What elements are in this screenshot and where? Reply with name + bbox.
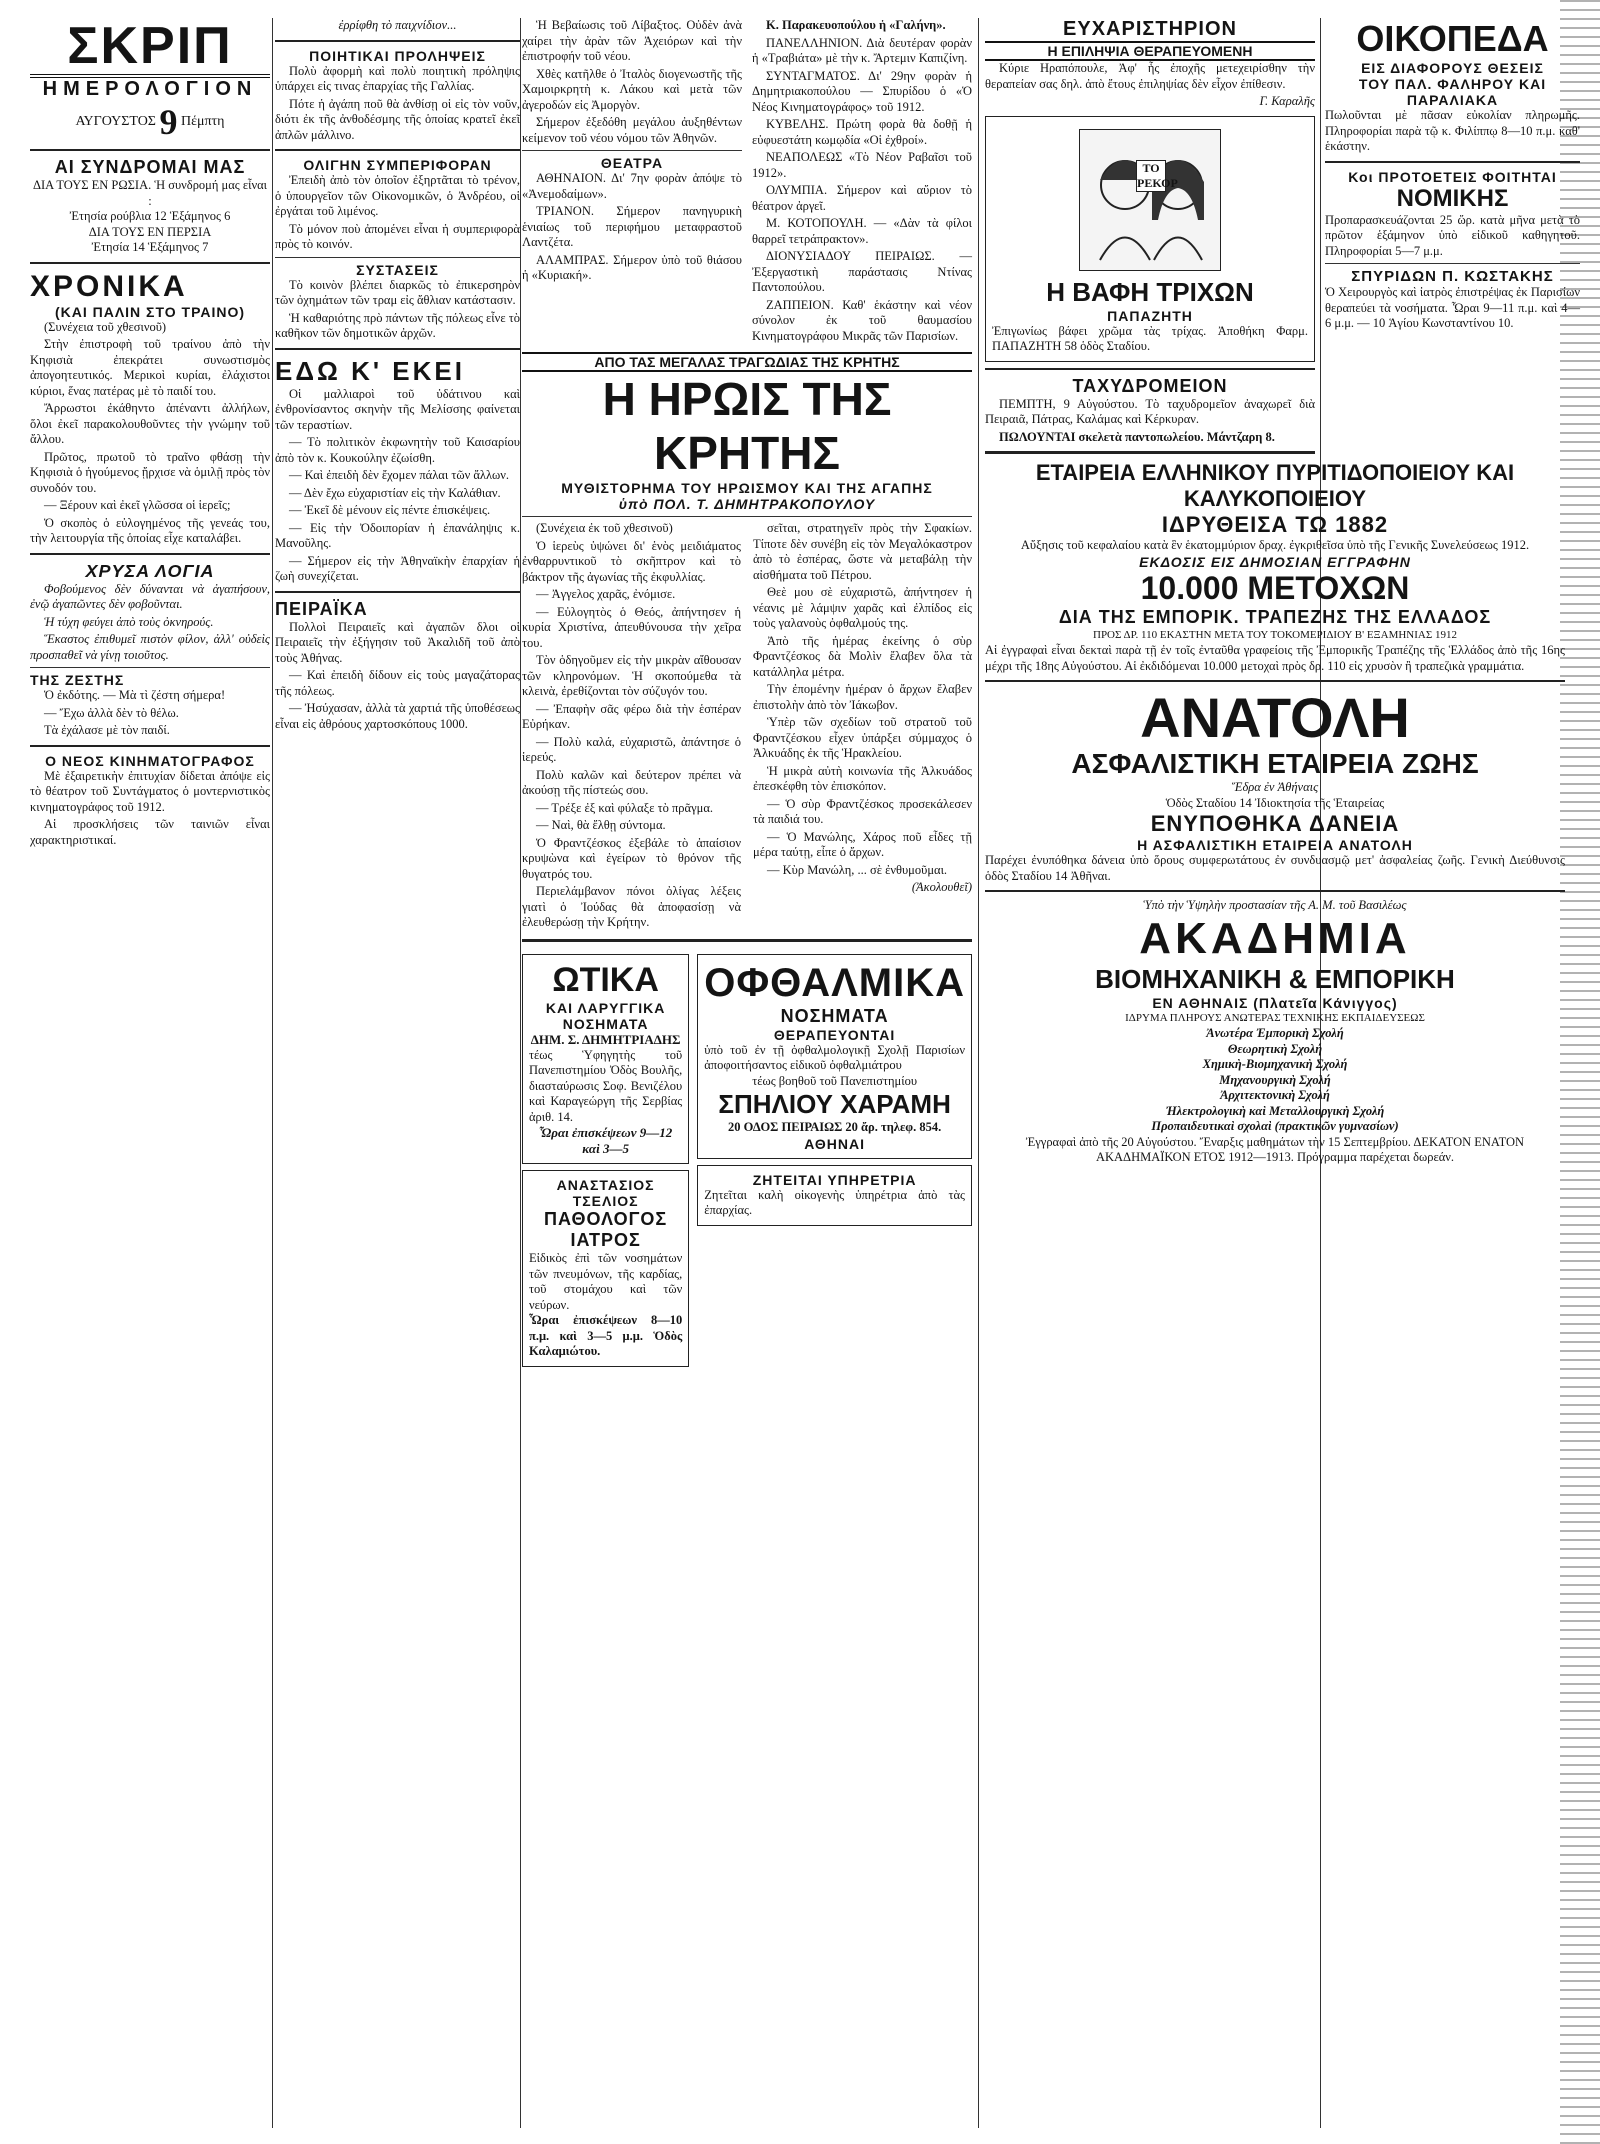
ad-otika-line: ΚΑΙ ΛΑΡΥΓΓΙΚΑ ΝΟΣΗΜΑΤΑ bbox=[545, 999, 666, 1032]
anatoli-company: Η ΑΣΦΑΛΙΣΤΙΚΗ ΕΤΑΙΡΕΙΑ ΑΝΑΤΟΛΗ bbox=[1137, 837, 1413, 853]
kinimatografos-paragraph: Μὲ ἐξαιρετικὴν ἐπιτυχίαν δίδεται ἀπόψε εἰς τὸ θέατρον τοῦ Συντάγματος ὁ μοντερνιστικὸς κινηματογράφος τοῦ 1912. bbox=[30, 768, 270, 814]
novel-paragraph: — Ἀγγελος χαρᾶς, ἐνόμισε. bbox=[536, 587, 676, 601]
novel-paragraph: — Τρέξε ἐξ καὶ φύλαξε τὸ πρᾶγμα. bbox=[536, 800, 713, 815]
dispatch-paragraph: Σήμερον ἐξεδόθη μεγάλου ἀυξηθέντων κείμενον τοῦ νέου νόμου τῶν Ἀθηνῶν. bbox=[522, 115, 742, 145]
peiraika-paragraph: — Ἠσύχασαν, ἀλλὰ τὰ χαρτιά τῆς ὑποθέσεως εἶναι εἰς ἀθρόους χαρτοσκόπους 1000. bbox=[275, 701, 520, 731]
eucharistirion-signature: Γ. Καραλῆς bbox=[1259, 94, 1315, 108]
ad-ypiresia-text: Ζητεῖται καλὴ οἰκογενὴς ὑπηρέτρια ἀπὸ τὰς ἐπαρχίας. bbox=[704, 1187, 965, 1217]
ad-hair-heading: Η ΒΑΦΗ ΤΡΙΧΩΝ bbox=[1046, 276, 1254, 307]
etaireia-shares: 10.000 ΜΕΤΟΧΩΝ bbox=[1140, 569, 1410, 606]
date-day: 9 bbox=[159, 102, 178, 142]
ad-ofthalmika-doctor: ΣΠΗΛΙΟΥ ΧΑΡΑΜΗ bbox=[718, 1089, 951, 1119]
edo-ekei-paragraph: — Σήμερον εἰς τὴν Ἀθηναϊκὴν ἐπαρχίαν ἡ ζωὴ συνεχίζεται. bbox=[275, 553, 520, 583]
ad-ofthalmika-line: ὑπὸ τοῦ ἐν τῇ ὀφθαλμολογικῇ Σχολῇ Παρισίων ἀποφοιτήσαντος εἰδικοῦ ὀφθαλμιάτρου bbox=[704, 1042, 965, 1072]
proleipseis-paragraph: Πολὺ ἀφορμὴ καὶ πολὺ ποιητικὴ πρόληψις ὑπάρχει εἰς τινας ἐπαρχίας τῆς Γαλλίας. bbox=[275, 63, 520, 93]
theatra-paragraph: Μ. ΚΟΤΟΠΟΥΛΗ. — «Δὰν τὰ φίλοι θαρρεῖ τετράπρακτον». bbox=[752, 216, 972, 246]
tachydromeion-note: ΠΩΛΟΥΝΤΑΙ σκελετὰ παντοπωλείου. Μάντζαρη 8. bbox=[999, 429, 1275, 444]
novel-left-column bbox=[522, 521, 741, 933]
masthead-date bbox=[30, 101, 270, 143]
chrysa-paragraph: Φοβούμενος δὲν δύνανται νὰ ἀγαπήσουν, ἐνῷ ἀγαπῶντες δὲν φοβοῦνται. bbox=[30, 581, 270, 611]
nomiki-heading: Κοι ΠΡΟΤΟΕΤΕΙΣ ΦΟΙΤΗΤΑΙ bbox=[1348, 168, 1557, 185]
dispatch-right bbox=[752, 18, 972, 346]
ad-otika-title: ΩΤΙΚΑ bbox=[552, 960, 659, 999]
eucharistirion-heading: ΕΥΧΑΡΙΣΤΗΡΙΟΝ bbox=[1063, 18, 1237, 40]
subscriptions-line: Ἐτησία 14 Ἑξάμηνος 7 bbox=[91, 240, 209, 254]
column-rule bbox=[978, 18, 979, 2128]
subscriptions-heading: ΑΙ ΣΥΝΔΡΟΜΑΙ ΜΑΣ bbox=[54, 157, 246, 177]
akadimia-heading: ΑΚΑΔΗΜΙΑ bbox=[1139, 913, 1411, 963]
novel-subtitle: ΜΥΘΙΣΤΟΡΗΜΑ ΤΟΥ ΗΡΩΙΣΜΟΥ ΚΑΙ ΤΗΣ ΑΓΑΠΗΣ bbox=[561, 480, 933, 496]
novel-paragraph: — Ἐπαφὴν σᾶς φέρω διὰ τὴν ἑσπέραν Εὐρήκαν. bbox=[522, 701, 741, 731]
anatoli-body: Παρέχει ἐνυπόθηκα δάνεια ὑπὸ ὅρους συμφερωτάτους ἐν συνδυασμῷ μετ' ἀσφαλείας ζωῆς. Γενικὴ Διεύθυνσις ὁδὸς Σταδίου 14 Ἀθῆναι. bbox=[985, 853, 1565, 883]
edo-ekei-paragraph: — Ἐκεῖ δὲ μένουν εἰς πέντε ἐπισκέψεις. bbox=[289, 503, 491, 517]
subscriptions-line: Ἐτησία ρούβλια 12 Ἑξάμηνος 6 bbox=[69, 209, 231, 223]
column-1 bbox=[30, 18, 270, 2128]
chronika-paragraph: Στὴν ἐπιστροφὴ τοῦ τραίνου ἀπὸ τὴν Κηφισιὰ ἐπεκράτει συνωστισμὸς ἀπογοητευτικός. Μερικοὶ κυρίαι, ἐλάχιστοι κύριοι, ἕνας πατέρας μὲ τὸ παιδί του. bbox=[30, 337, 270, 398]
eucharistirion-text: Κύριε Ηραπόπουλε, Ἀφ' ἧς ἐποχῆς μετεχειρίσθην τὴν θεραπείαν σας δηλ. ἀπὸ ἔτους ἐπιληψίας δὲν εἶχον ἐπίθεσιν. bbox=[985, 61, 1315, 91]
dispatch-left bbox=[522, 18, 742, 346]
oikopeda-sub2: ΤΟΥ ΠΑΛ. ΦΑΛΗΡΟΥ ΚΑΙ ΠΑΡΑΛΙΑΚΑ bbox=[1358, 76, 1547, 108]
edo-ekei-paragraph: — Δὲν ἔχω εὐχαριστίαν εἰς τὴν Καλάθιαν. bbox=[289, 485, 501, 500]
ad-ofthalmika-title: ΟΦΘΑΛΜΙΚΑ bbox=[704, 960, 965, 1005]
novel-paragraph: — Πολὺ καλά, εὐχαριστῶ, ἀπάντησε ὁ ἱερεύς. bbox=[522, 734, 741, 764]
etaireia-emission: ΕΚΔΟΣΙΣ ΕΙΣ ΔΗΜΟΣΙΑΝ ΕΓΓΡΑΦΗΝ bbox=[1139, 553, 1411, 570]
peiraika-paragraph: — Καὶ ἐπειδὴ δίδουν εἰς τοὺς μαγαζάτορας τῆς πόλεως. bbox=[275, 668, 520, 698]
theatra-paragraph: ΣΥΝΤΑΓΜΑΤΟΣ. Δι' 29ην φορὰν ἡ Δημητριακοπούλου — Σπυρίδου ὁ «Ὁ Νέος Κινηματογράφος» τοῦ 1912. bbox=[752, 68, 972, 114]
zesti-paragraph: Ὁ ἐκδότης. — Μὰ τὶ ζέστη σήμερα! bbox=[44, 688, 226, 702]
ad-otika-hours: Ὧραι ἐπισκέψεων 9—12 καὶ 3—5 bbox=[539, 1125, 673, 1156]
ad-tselios bbox=[522, 1170, 689, 1367]
theatra-paragraph: Κ. Παρακευοπούλου ἡ «Γαλήνη». bbox=[766, 18, 946, 32]
theatra-paragraph: ΑΘΗΝΑΙΟΝ. Δι' 7ην φορὰν ἀπόψε τὸ «Ἀνεμοδαίμων». bbox=[522, 171, 742, 201]
akadimia-school: Ἠλεκτρολογικὴ καὶ Μεταλλουργικὴ Σχολή bbox=[1165, 1103, 1385, 1118]
anatoli-seat: Ἕδρα ἐν Ἀθήναις bbox=[1231, 780, 1319, 794]
novel-paragraph: — Ὁ Μανώλης, Χάρος ποῦ εἶδες τῇ μέρα ταύτῃ, εἶπε ὁ ἄρχων. bbox=[753, 829, 972, 859]
ad-ofthalmika-line: ΘΕΡΑΠΕΥΟΝΤΑΙ bbox=[773, 1026, 896, 1043]
zesti-body bbox=[30, 688, 270, 739]
etaireia-heading: ΕΤΑΙΡΕΙΑ ΕΛΛΗΝΙΚΟΥ ΠΥΡΙΤΙΔΟΠΟΙΕΙΟΥ ΚΑΙ ΚΑΛΥΚΟΠΟΙΕΙΟΥ bbox=[1035, 460, 1515, 511]
zesti-paragraph: — Ἔχω ἀλλὰ δὲν τὸ θέλω. bbox=[44, 705, 179, 720]
theatra-paragraph: ΑΛΑΜΠΡΑΣ. Σήμερον ὑπὸ τοῦ θιάσου ἡ «Κυριακή». bbox=[522, 252, 742, 282]
zesti-paragraph: Τὰ ἐχάλασε μὲ τὸν παιδί. bbox=[44, 723, 170, 737]
tachydromeion-body bbox=[985, 397, 1315, 446]
column-3 bbox=[522, 18, 972, 2128]
akadimia-school: Προπαιδευτικαὶ σχολαὶ (πρακτικῶν γυμνασίων) bbox=[1151, 1119, 1399, 1133]
novel-paragraph: Θεὲ μου σὲ εὐχαριστῶ, ἀπήντησεν ἡ νέανις μὲ λάμψιν χαρᾶς καὶ ἐλπίδος εἰς τοὺς γαλανοὺς ὀφθαλμούς της. bbox=[753, 585, 972, 630]
proleipseis-body bbox=[275, 64, 520, 144]
systaseis-heading: ΣΥΣΤΑΣΕΙΣ bbox=[356, 261, 439, 278]
masthead-title: ΣΚΡΙΠ bbox=[30, 18, 270, 78]
akadimia-school: Χημικὴ-Βιομηχανικὴ Σχολή bbox=[1202, 1057, 1348, 1071]
ad-otika-name: ΔΗΜ. Σ. ΔΗΜΗΤΡΙΑΔΗΣ bbox=[530, 1031, 681, 1047]
ad-ypiresia bbox=[697, 1165, 972, 1226]
oikopeda-sub1: ΕΙΣ ΔΙΑΦΟΡΟΥΣ ΘΕΣΕΙΣ bbox=[1361, 60, 1544, 76]
novel-paragraph: — Εὐλογητὸς ὁ Θεός, ἀπήντησεν ἡ κυρία Χριστίνα, ἀπευθύνουσα τὴν χεῖρα του. bbox=[522, 604, 741, 650]
column-5 bbox=[1325, 18, 1580, 2128]
anatoli-address: Ὁδὸς Σταδίου 14 Ἰδιοκτησία τῆς Ἑταιρείας bbox=[1165, 795, 1385, 810]
chronika-body bbox=[30, 320, 270, 547]
akadimia-closing: Ἐγγραφαὶ ἀπὸ τῆς 20 Αὐγούστου. Ἔναρξις μαθημάτων τὴν 15 Σεπτεμβρίου. ΔΕΚΑΤΟΝ ΕΝΑΤΟΝ ΑΚΑΔΗΜΑΪΚΟΝ ΕΤΟΣ 1912—1913. Πρόγραμμα παρέχεται δωρεάν. bbox=[1025, 1134, 1525, 1164]
anatoli-loans: ΕΝΥΠΟΘΗΚΑ ΔΑΝΕΙΑ bbox=[1150, 811, 1400, 836]
anatoli-sub: ΑΣΦΑΛΙΣΤΙΚΗ ΕΤΑΙΡΕΙΑ ΖΩΗΣ bbox=[1071, 748, 1479, 779]
ad-otika-line: τέως Ὑφηγητὴς τοῦ Πανεπιστημίου Ὀδὸς Βουλῆς, διασταύρωσις Σοφ. Βενιζέλου καὶ Καραγεώργη τῆς Σερβίας ἀριθ. 14. bbox=[529, 1047, 683, 1124]
ad-tselios-line: ΠΑΘΟΛΟΓΟΣ ΙΑΤΡΟΣ bbox=[544, 1209, 668, 1250]
novel-author: ὑπὸ ΠΟΛ. Τ. ΔΗΜΗΤΡΑΚΟΠΟΥΛΟΥ bbox=[618, 496, 876, 512]
subscriptions-box bbox=[30, 178, 270, 256]
novel-paragraph: Ὁ ἱερεὺς ὑψώνει δι' ἑνὸς μειδιάματος ἐνθαρρυντικοῦ τὸ σκῆπτρον καὶ τὸ βάκτρον τῆς ἀγωνίας τῆς ἐκφυλλίας. bbox=[522, 538, 741, 584]
chronika-paragraph: — Ξέρουν καὶ ἐκεῖ γλῶσσα οἱ ἱερεῖς; bbox=[44, 498, 231, 512]
symperifora-paragraph: Τὸ μόνον ποὺ ἀπομένει εἶναι ἡ συμπεριφορὰ πρὸς τὸ κοινόν. bbox=[275, 221, 520, 251]
etaireia-bank: ΔΙΑ ΤΗΣ ΕΜΠΟΡΙΚ. ΤΡΑΠΕΖΗΣ ΤΗΣ ΕΛΛΑΔΟΣ bbox=[1058, 606, 1492, 627]
novel-paragraph: Ἡ μικρὰ αὐτὴ κοινωνία τῆς Ἀλκυάδος ἐπεσκέφθη τὸν ἐπισκόπον. bbox=[753, 763, 972, 793]
ad-otika bbox=[522, 954, 689, 1165]
chrysa-paragraph: Ἕκαστος ἐπιθυμεῖ πιστὸν φίλον, ἀλλ' οὐδεὶς προσπαθεῖ νὰ γίνῃ τοιοῦτος. bbox=[30, 632, 270, 662]
etaireia-founded: ΙΔΡΥΘΕΙΣΑ ΤΩ 1882 bbox=[1161, 512, 1389, 537]
ads-right bbox=[697, 948, 972, 1367]
edo-ekei-paragraph: — Εἰς τὴν Ὀδοιπορίαν ἡ ἐπανάληψις κ. Μανοῦλης. bbox=[275, 520, 520, 550]
nomiki-doctor-text: Ὁ Χειρουργὸς καὶ ἰατρὸς ἐπιστρέψας ἐκ Παρισίων θεραπεύει τὰ νοσήματα. Ὧραι 9—11 π.μ. καὶ 4—6 μ.μ. — 10 Ἁγίου Κωνσταντίνου 10. bbox=[1325, 285, 1580, 330]
theatra-paragraph: ΝΕΑΠΟΛΕΩΣ «Τὸ Νέον Ραβαῖσι τοῦ 1912». bbox=[752, 150, 972, 180]
dispatch-body bbox=[522, 18, 742, 146]
novel-paragraph: σεῖται, στρατηγεῖν πρὸς τὴν Σφακίων. Τίποτε δὲν συνέβη εἰς τὸν Μεγαλόκαστρον ἀπὸ τὸ ἐσπέρας, ὥστε νὰ μεταβάλῃ τὴν αἰσθήματα τοῦ Πέτρου. bbox=[753, 521, 972, 582]
proleipseis-paragraph: Πότε ἡ ἀγάπη ποῦ θὰ ἀνθίσῃ οἱ εἰς τὸν νοῦν, διότι ἐκ τῆς ἀνθοδέσμης τῆς ὁποίας κρατεῖ ἐκεῖ ἀπλῶν μάλλινο. bbox=[275, 96, 520, 142]
theatra-paragraph: ΠΑΝΕΛΛΗΝΙΟΝ. Διὰ δευτέραν φορὰν ἡ «Τραβιάτα» μὲ τὴν κ. Ἄρτεμιν Καπιζίνη. bbox=[752, 35, 972, 65]
ads-left bbox=[522, 948, 689, 1367]
ad-tselios-line: Εἰδικὸς ἐπὶ τῶν νοσημάτων τῶν πνευμόνων, τῆς καρδίας, τοῦ στομάχου καὶ τῶν νεύρων. bbox=[529, 1251, 683, 1312]
novel-paragraph: — Ὁ σὺρ Φραντζέσκος προσεκάλεσεν τὰ παιδιά του. bbox=[753, 796, 972, 826]
portrait-icon bbox=[1080, 130, 1220, 270]
theatra-paragraph: ΔΙΟΝΥΣΙΑΔΟΥ ΠΕΙΡΑΙΩΣ. — Ἐξεργαστικὴ παράστασις Ντίνας Παντοπούλου. bbox=[752, 249, 972, 294]
ad-ofthalmika-line: τέως βοηθοῦ τοῦ Πανεπιστημίου bbox=[752, 1073, 918, 1088]
chronika-subheading: (ΚΑΙ ΠΑΛΙΝ ΣΤΟ ΤΡΑΙΝΟ) bbox=[54, 303, 246, 320]
chronika-heading: ΧΡΟΝΙΚΑ bbox=[30, 269, 188, 303]
chrysa-heading: ΧΡΥΣΑ ΛΟΓΙΑ bbox=[85, 560, 215, 581]
etaireia-text: Αὔξησις τοῦ κεφαλαίου κατὰ ἓν ἑκατομμύριον δραχ. ἐγκριθεῖσα ὑπὸ τῆς Γενικῆς Συνελεύσεως 1912. bbox=[1020, 538, 1530, 552]
nomiki-sub: ΝΟΜΙΚΗΣ bbox=[1396, 184, 1509, 212]
chrysa-body bbox=[30, 582, 270, 664]
theatra-paragraph: ΚΥΒΕΛΗΣ. Πρώτη φορὰ θὰ δοθῇ ἡ εὐφυεστάτη κωμῳδία «Οἱ ἐχθροί». bbox=[752, 117, 972, 147]
edo-ekei-body bbox=[275, 387, 520, 585]
ad-ypiresia-title: ΖΗΤΕΙΤΑΙ ΥΠΗΡΕΤΡΙΑ bbox=[752, 1171, 917, 1188]
chronika-paragraph: Ἄρρωστοι ἐκάθηντο ἀπέναντι ἀλλήλων, ὅλοι ἐκεῖ παρακολουθοῦντες τὴν γνώμην τοῦ ἄλλου. bbox=[30, 401, 270, 446]
date-month: ΑΥΓΟΥΣΤΟΣ bbox=[75, 114, 156, 130]
nomiki-text: Προπαρασκευάζονται 25 ὥρ. κατὰ μῆνα μετὰ τὸ πρῶτον ἑξάμηνον ὑπὸ εἰδικοῦ καθηγητοῦ. Πληροφορίαι 5—7 μ.μ. bbox=[1325, 212, 1580, 258]
novel-body bbox=[522, 521, 972, 933]
akadimia-school: Θεωρητικὴ Σχολή bbox=[1227, 1041, 1323, 1056]
theatra-paragraph: ΟΛΥΜΠΙΑ. Σήμερον καὶ αὔριον τὸ θέατρον ἀργεῖ. bbox=[752, 183, 972, 213]
eucharistirion-sub: Η ΕΠΙΛΗΨΙΑ ΘΕΡΑΠΕΥΟΜΕΝΗ bbox=[985, 41, 1315, 61]
theatra-paragraph: ΤΡΙΑΝΟΝ. Σήμερον πανηγυρικὴ ἑνιαίως τοῦ περιφήμου μεταφραστοῦ Λαντζέτα. bbox=[522, 204, 742, 249]
dispatch-row bbox=[522, 18, 972, 346]
symperifora-paragraph: Ἐπειδὴ ἀπὸ τὸν ὁποῖον ἐξηρτᾶται τὸ τρένον, ὁ ὑπουργεῖον τῶν Οἰκονομικῶν, ὁ Ἀνδρέου, οἱ ἐργάται τοῦ λιμένος. bbox=[275, 173, 520, 218]
novel-continued: (Ἀκολουθεῖ) bbox=[911, 880, 972, 894]
ad-hair-rekor: ΤΟ ΡΕΚΟΡ bbox=[1137, 160, 1178, 190]
akadimia-founded: ΙΔΡΥΜΑ ΠΛΗΡΟΥΣ ΑΝΩΤΕΡΑΣ ΤΕΧΝΙΚΗΣ ΕΚΠΑΙΔΕΥΣΕΩΣ bbox=[1125, 1011, 1425, 1024]
edo-ekei-paragraph: Οἱ μαλλιαροὶ τοῦ ὑδάτινου καὶ ἐνθρονίσαντος σκηνὴν τῆς Μελίσσης φαίνεται τῶν τεραστίων. bbox=[275, 386, 520, 432]
proleipseis-intro: ἐρρίφθη τὸ παιχνίδιον... bbox=[338, 18, 457, 32]
chronika-paragraph: Ὁ σκοπὸς ὁ εὐλογημένος τῆς γενεάς του, τὴν λειτουργία τῆς ὁποίας εἶχε καταλάβει. bbox=[30, 515, 270, 545]
theatra-left-body bbox=[522, 171, 742, 284]
proleipseis-heading: ΠΟΙΗΤΙΚΑΙ ΠΡΟΛΗΨΕΙΣ bbox=[309, 47, 486, 64]
ad-hair-brand: ΠΑΠΑΖΗΤΗ bbox=[1107, 307, 1193, 324]
peiraika-body bbox=[275, 620, 520, 733]
novel-title: Η ΗΡΩΙΣ ΤΗΣ ΚΡΗΤΗΣ bbox=[602, 373, 892, 479]
novel-paragraph: Πολὺ καλῶν καὶ δεύτερον πρέπει νὰ ἀκούσῃ τῆς πίστεώς σου. bbox=[522, 767, 741, 797]
ad-ofthalmika-city: ΑΘΗΝΑΙ bbox=[804, 1135, 866, 1152]
tachydromeion-text: ΠΕΜΠΤΗ, 9 Αὐγούστου. Τὸ ταχυδρομεῖον ἀναχωρεῖ διὰ Πειραιᾶ, Πάτρας, Καλάμας καὶ Κέρκυραν. bbox=[985, 396, 1315, 426]
akadimia-patron: Ὑπὸ τὴν Ὑψηλὴν προστασίαν τῆς Α. Μ. τοῦ Βασιλέως bbox=[1143, 898, 1407, 912]
portrait-illustration bbox=[1079, 129, 1221, 271]
chrysa-paragraph: Ἡ τύχη φεύγει ἀπὸ τοὺς ὀκνηρούς. bbox=[44, 614, 214, 629]
nomiki-doctor: ΣΠΥΡΙΔΩΝ Π. ΚΩΣΤΑΚΗΣ bbox=[1351, 268, 1554, 285]
theatra-paragraph: ΖΑΠΠΕΙΟΝ. Καθ' ἑκάστην καὶ νέον σύνολον ἐκ τοῦ θαυμασίου Κινηματογράφου Μικρᾶς τῶν Παρισίων. bbox=[752, 297, 972, 343]
date-weekday: Πέμπτη bbox=[180, 114, 225, 130]
subscriptions-line: ΔΙΑ ΤΟΥΣ ΕΝ ΡΩΣΙΑ. Ἡ συνδρομή μας εἶναι : bbox=[32, 178, 268, 208]
masthead-subtitle: ΗΜΕΡΟΛΟΓΙΟΝ bbox=[42, 78, 258, 100]
novel-paragraph: Περιελάμβανον πόνοι ὀλίγας λέξεις γιατὶ ὁ Ἰούδας θὰ ἀποφασίσῃ νὰ ἐλευθερώσῃ τὴν Κρήτην. bbox=[522, 884, 741, 929]
peiraika-paragraph: Πολλοὶ Πειραιεῖς καὶ ἀγαπῶν δλοι οἱ Πειραιεῖς τὴν ἐξήγησιν τοῦ Ἀκαλιδῆ τοῦ ἀπὸ τοὺς Ἀθήνας. bbox=[275, 619, 520, 665]
tachydromeion-heading: ΤΑΧΥΔΡΟΜΕΙΟΝ bbox=[1072, 375, 1228, 396]
novel-right-column bbox=[753, 521, 972, 933]
chronika-paragraph: (Συνέχεια τοῦ χθεσινοῦ) bbox=[44, 319, 167, 334]
ad-tselios-hours: Ὧραι ἐπισκέψεων 8—10 π.μ. καὶ 3—5 μ.μ. Ὁδὸς Καλαμιώτου. bbox=[529, 1313, 683, 1358]
oikopeda-text: Πωλοῦνται μὲ πᾶσαν εὐκολίαν πληρωμῆς. Πληροφορίαι παρὰ τῷ κ. Φιλίππῳ 8—10 π.μ. καθ' ἑκάστην. bbox=[1325, 108, 1580, 153]
kinimatografos-paragraph: Αἱ προσκλήσεις τῶν ταινιῶν εἶναι χαρακτηριστικαί. bbox=[30, 817, 270, 847]
edo-ekei-paragraph: — Τὸ πολιτικὸν ἐκφωνητὴν τοῦ Καισαρίου ἀπὸ τὸν κ. Κουκούλην ἐζωίσθη. bbox=[275, 435, 520, 465]
novel-paragraph: — Ναὶ, θὰ ἔλθῃ σύντομα. bbox=[536, 818, 666, 832]
akadimia-city: ΕΝ ΑΘΗΝΑΙΣ (Πλατεῖα Κάνιγγος) bbox=[1152, 994, 1398, 1011]
novel-paragraph: Τὴν ἐπομένην ἡμέραν ὁ ἄρχων ἔλαβεν ἐπιστολὴν ἀπὸ τὸν Ἰάκωβον. bbox=[753, 682, 972, 712]
systaseis-body bbox=[275, 278, 520, 342]
novel-paragraph: Ὁ Φραντζέσκος ἐξεβάλε τὸ ἀπαίσιον κρυψὼνα καὶ ἐγείρων τὸ θρόνον τῆς θυγατρός του. bbox=[522, 835, 741, 881]
ad-hair-text: Ἐπιγωνίως βάφει χρῶμα τὰς τρίχας. Ἀποθήκη Φαρμ. ΠΑΠΑΖΗΤΗ 58 ὁδὸς Σταδίου. bbox=[992, 323, 1308, 353]
column-rule bbox=[520, 18, 521, 2128]
peiraika-heading: ΠΕΙΡΑΪΚΑ bbox=[275, 598, 368, 619]
novel-paragraph: Τὸν ὁδηγοῦμεν εἰς τὴν μικρὰν αἴθουσαν τῶν κληρονόμων. Ἡ σκοπούμεθα τὰ κλεινὰ, ἐρεθίζονται τὸν σύζυγόν του. bbox=[522, 653, 741, 698]
novel-paragraph: Ἀπὸ τῆς ἡμέρας ἐκείνης ὁ σὺρ Φραντζέσκος δὰ Μολὶν ἔλαβεν ὅλα τὰ κατάλληλα μέτρα. bbox=[753, 633, 972, 679]
novel-paragraph: Ὑπὲρ τῶν σχεδίων τοῦ στρατοῦ τοῦ Φραντζέσκου εἶχεν ὑπάρξει σύμμαχος ὁ Ἀλκυάδης ἐκ τῆς Ἡρακλείου. bbox=[753, 715, 972, 760]
symperifora-body bbox=[275, 173, 520, 253]
column-2 bbox=[275, 18, 520, 2128]
chronika-paragraph: Πρῶτος, πρωτοῦ τὸ τραῖνο φθάσῃ τὴν Κηφισιὰ ὁ ἡγούμενος ᾔρχισε νὰ ὁμιλῇ πρὸς τὸν συνοδόν του. bbox=[30, 449, 270, 495]
theatra-heading: ΘΕΑΤΡΑ bbox=[600, 155, 664, 171]
novel-paragraph: (Συνέχεια ἐκ τοῦ χθεσινοῦ) bbox=[536, 521, 673, 535]
anatoli-heading: ΑΝΑΤΟΛΗ bbox=[1140, 686, 1410, 749]
ad-ofthalmika bbox=[697, 954, 972, 1159]
akadimia-school: Ἀνωτέρα Ἐμπορικὴ Σχολή bbox=[1206, 1026, 1344, 1040]
symperifora-heading: ΟΛΙΓΗΝ ΣΥΜΠΕΡΙΦΟΡΑΝ bbox=[303, 157, 492, 173]
eucharistirion-body bbox=[985, 61, 1315, 110]
etaireia-body: Αἱ ἐγγραφαὶ εἶναι δεκταὶ παρὰ τῇ ἐν τοῖς ἐνταῦθα γραφείοις τῆς Ἐμπορικῆς Τραπέζης τῆς Ἑλλάδος ἀπὸ τῆς 16ης μέχρι τῆς 18ης Αὐγούστου. Αἱ ἐκδιδόμεναι 10.000 μετοχαὶ πρὸς δρ. 110 εἰς χρυσὸν ἢ τραπεζικὰ γραμμάτια. bbox=[985, 643, 1565, 673]
systaseis-paragraph: Τὸ κοινὸν βλέπει διαρκῶς τὸ ἐπικερσηρὸν τῶν ὀχημάτων τῶν τραμ εἰς ἄθλιαν κατάστασιν. bbox=[275, 277, 520, 307]
etaireia-price: ΠΡΟΣ ΔΡ. 110 ΕΚΑΣΤΗΝ ΜΕΤΑ ΤΟΥ ΤΟΚΟΜΕΡΙΔΙΟΥ Β' ΕΞΑΜΗΝΙΑΣ 1912 bbox=[1093, 628, 1457, 641]
edo-ekei-heading: ΕΔΩ Κ' ΕΚΕΙ bbox=[275, 355, 465, 386]
ad-tselios-title: ΑΝΑΣΤΑΣΙΟΣ ΤΣΕΛΙΟΣ bbox=[556, 1177, 655, 1209]
oikopeda-heading: ΟΙΚΟΠΕΔΑ bbox=[1356, 18, 1549, 59]
akadimia-sub: ΒΙΟΜΗΧΑΝΙΚΗ & ΕΜΠΟΡΙΚΗ bbox=[1095, 963, 1455, 994]
ad-ofthalmika-line: ΝΟΣΗΜΑΤΑ bbox=[780, 1005, 889, 1026]
ad-hair-dye bbox=[985, 116, 1315, 362]
zesti-heading: ΤΗΣ ΖΕΣΤΗΣ bbox=[30, 672, 125, 688]
column-rule bbox=[272, 18, 273, 2128]
novel-banner: ΑΠΟ ΤΑΣ ΜΕΓΑΛΑΣ ΤΡΑΓΩΔΙΑΣ ΤΗΣ ΚΡΗΤΗΣ bbox=[522, 352, 972, 372]
akadimia-school: Μηχανουργικὴ Σχολή bbox=[1219, 1072, 1331, 1087]
akadimia-school: Ἀρχιτεκτονικὴ Σχολή bbox=[1220, 1088, 1330, 1102]
kinimatografos-body bbox=[30, 769, 270, 849]
theatra-right-body bbox=[752, 18, 972, 344]
kinimatografos-heading: Ο ΝΕΟΣ ΚΙΝΗΜΑΤΟΓΡΑΦΟΣ bbox=[45, 752, 255, 769]
ad-ofthalmika-address: 20 ΟΔΟΣ ΠΕΙΡΑΙΩΣ 20 ἄρ. τηλεφ. 854. bbox=[728, 1120, 942, 1134]
ads-row bbox=[522, 948, 972, 1367]
systaseis-paragraph: Ἡ καθαριότης πρὸ πάντων τῆς πόλεως εἶνε τὸ καθῆκον τῶν δημοτικῶν ἀρχῶν. bbox=[275, 310, 520, 340]
subscriptions-line: ΔΙΑ ΤΟΥΣ ΕΝ ΠΕΡΣΙΑ bbox=[88, 224, 212, 239]
novel-paragraph: — Κὺρ Μανώλη, ... σὲ ἐνθυμοῦμαι. bbox=[767, 862, 948, 877]
edo-ekei-paragraph: — Καὶ ἐπειδὴ δὲν ἔχομεν πάλαι τῶν ἄλλων. bbox=[289, 468, 510, 482]
dispatch-paragraph: Ἡ Βεβαίωσις τοῦ Λίβαξτος. Οὐδὲν ἀνὰ χαίρει τὴν ἀρὰν τῶν Ἀχειόρων καὶ τὴν ἐπιστροφήν τοῦ νέου. bbox=[522, 18, 742, 63]
dispatch-paragraph: Χθὲς κατῆλθε ὁ Ἰταλὸς διογενωστῆς τῆς Χαμοιρκρητὴ κ. Λάκου καὶ μετὰ τῶν ἀγεροδών εἰς Ἀμοργὸν. bbox=[522, 66, 742, 112]
